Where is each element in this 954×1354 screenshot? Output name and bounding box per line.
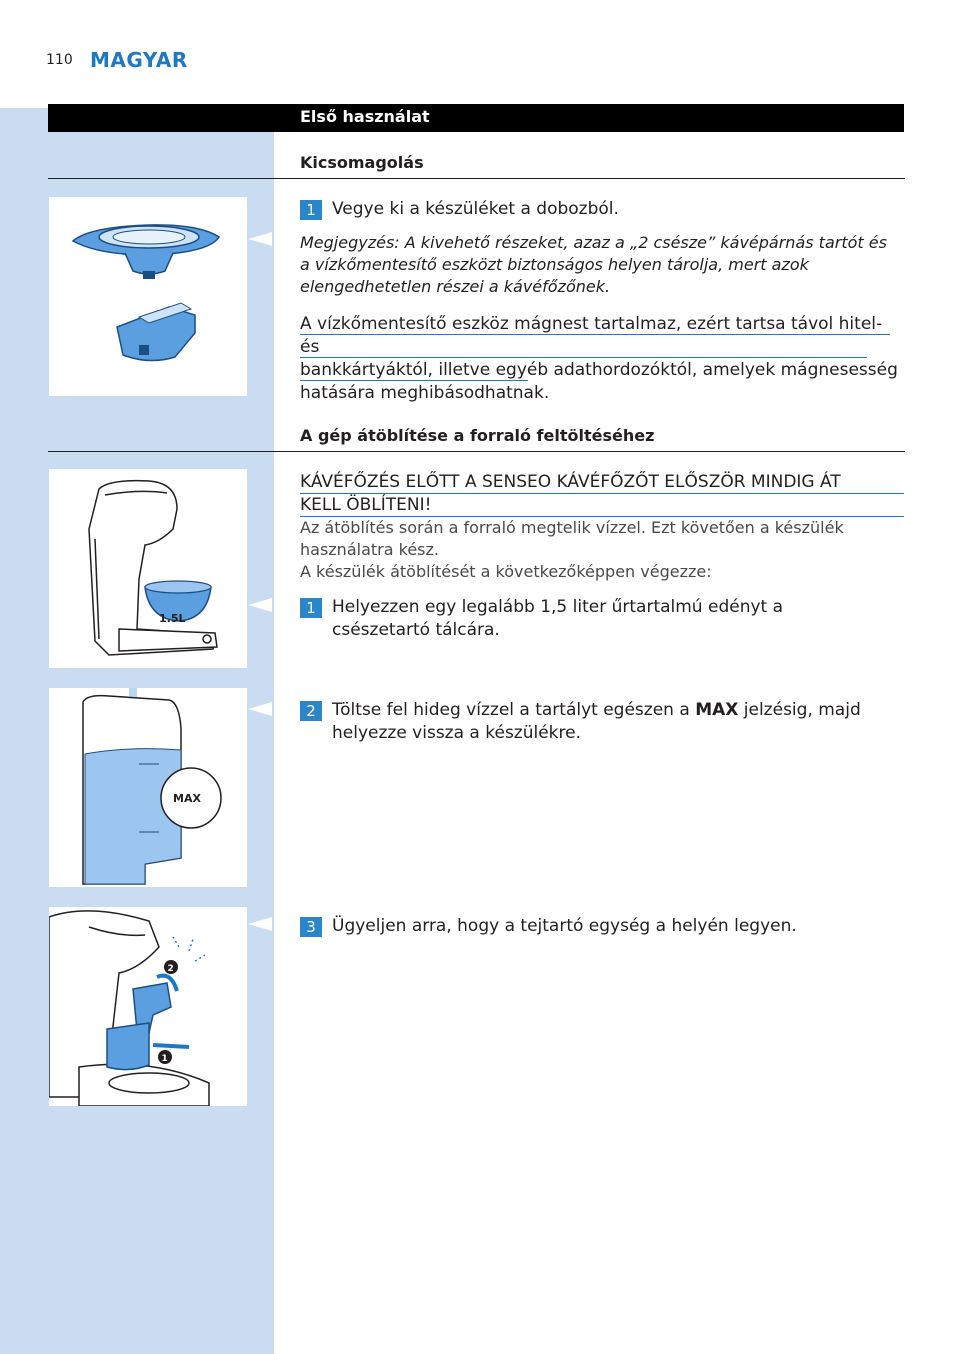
section-bar — [48, 104, 904, 132]
warning-line: A vízkőmentesítő eszköz mágnest tartalmaz, ezért tartsa távol hitel- és — [300, 314, 883, 357]
illustration-pointer — [248, 917, 272, 931]
caps-underline — [300, 493, 904, 494]
caps-warning-line: KÁVÉFŐZÉS ELŐTT A SENSEO KÁVÉFŐZŐT ELŐSZÖR MINDIG ÁT — [300, 472, 841, 492]
illustration-pointer — [248, 598, 272, 612]
step-text: Ügyeljen arra, hogy a tejtartó egység a helyén legyen. — [332, 916, 797, 936]
bowl-volume-label: 1.5L — [159, 612, 186, 625]
magnet-warning — [300, 313, 900, 405]
step-two-badge: 2 — [167, 964, 174, 974]
machine-bowl-illustration — [49, 469, 247, 668]
step-text-part: jelzésig, majd helyezze vissza a készülékre. — [332, 700, 861, 743]
warning-line: bankkártyáktól, illetve egyéb adathordozóktól, amelyek mágnesesség — [300, 360, 898, 380]
parts-illustration — [49, 197, 247, 396]
section-title: Első használat — [300, 107, 430, 126]
flushing-step-1 — [300, 596, 880, 642]
pad-holder-icon — [73, 225, 219, 279]
step-number-badge: 1 — [300, 200, 322, 220]
unpacking-step-1 — [300, 198, 880, 221]
flushing-heading: A gép átöblítése a forraló feltöltéséhez — [300, 426, 655, 445]
max-mark-label: MAX — [173, 792, 201, 805]
warning-underline — [300, 334, 890, 335]
intro-line: Az átöblítés során a forraló megtelik vízzel. Ezt követően a készülék — [300, 518, 844, 537]
step-text — [332, 699, 880, 745]
flush-warning — [300, 471, 900, 517]
flushing-rule — [48, 451, 905, 452]
illustration-pointer — [248, 702, 272, 716]
intro-line: használatra kész. — [300, 540, 439, 559]
step-number-badge: 2 — [300, 701, 322, 721]
caps-warning-line: KELL ÖBLÍTENI! — [300, 495, 432, 515]
milk-unit-illustration — [49, 907, 247, 1106]
step-text: Helyezzen egy legalább 1,5 liter űrtartalmú edényt a csészetartó tálcára. — [332, 597, 784, 640]
descaling-tool-icon — [117, 303, 195, 361]
step-text-part: Töltse fel hideg vízzel a tartályt egészen a — [332, 700, 696, 720]
page-number: 110 — [46, 52, 73, 68]
flush-intro — [300, 517, 900, 583]
warning-line: hatására meghibásodhatnak. — [300, 383, 550, 403]
unpacking-heading: Kicsomagolás — [300, 153, 424, 172]
illustration-pointer — [248, 232, 272, 246]
step-text: Vegye ki a készüléket a dobozból. — [332, 199, 619, 219]
unpacking-note: Megjegyzés: A kivehető részeket, azaz a „2 csésze” kávépárnás tartót és a vízkőmentesítő eszközt biztonságos helyen tárolja, mert azok elengedhetetlen részei a kávéfőzőnek. — [300, 233, 887, 296]
max-keyword: MAX — [695, 700, 739, 720]
intro-line: A készülék átöblítését a következőképpen végezze: — [300, 562, 712, 581]
language-title: MAGYAR — [90, 48, 188, 72]
flushing-step-2 — [300, 699, 880, 745]
step-number-badge: 3 — [300, 917, 322, 937]
step-number-badge: 1 — [300, 598, 322, 618]
flushing-step-3 — [300, 915, 880, 938]
water-tank-illustration — [49, 688, 247, 887]
unpacking-rule — [48, 178, 905, 179]
step-one-badge: 1 — [161, 1054, 168, 1064]
warning-underline — [300, 357, 867, 358]
warning-underline — [300, 380, 528, 381]
